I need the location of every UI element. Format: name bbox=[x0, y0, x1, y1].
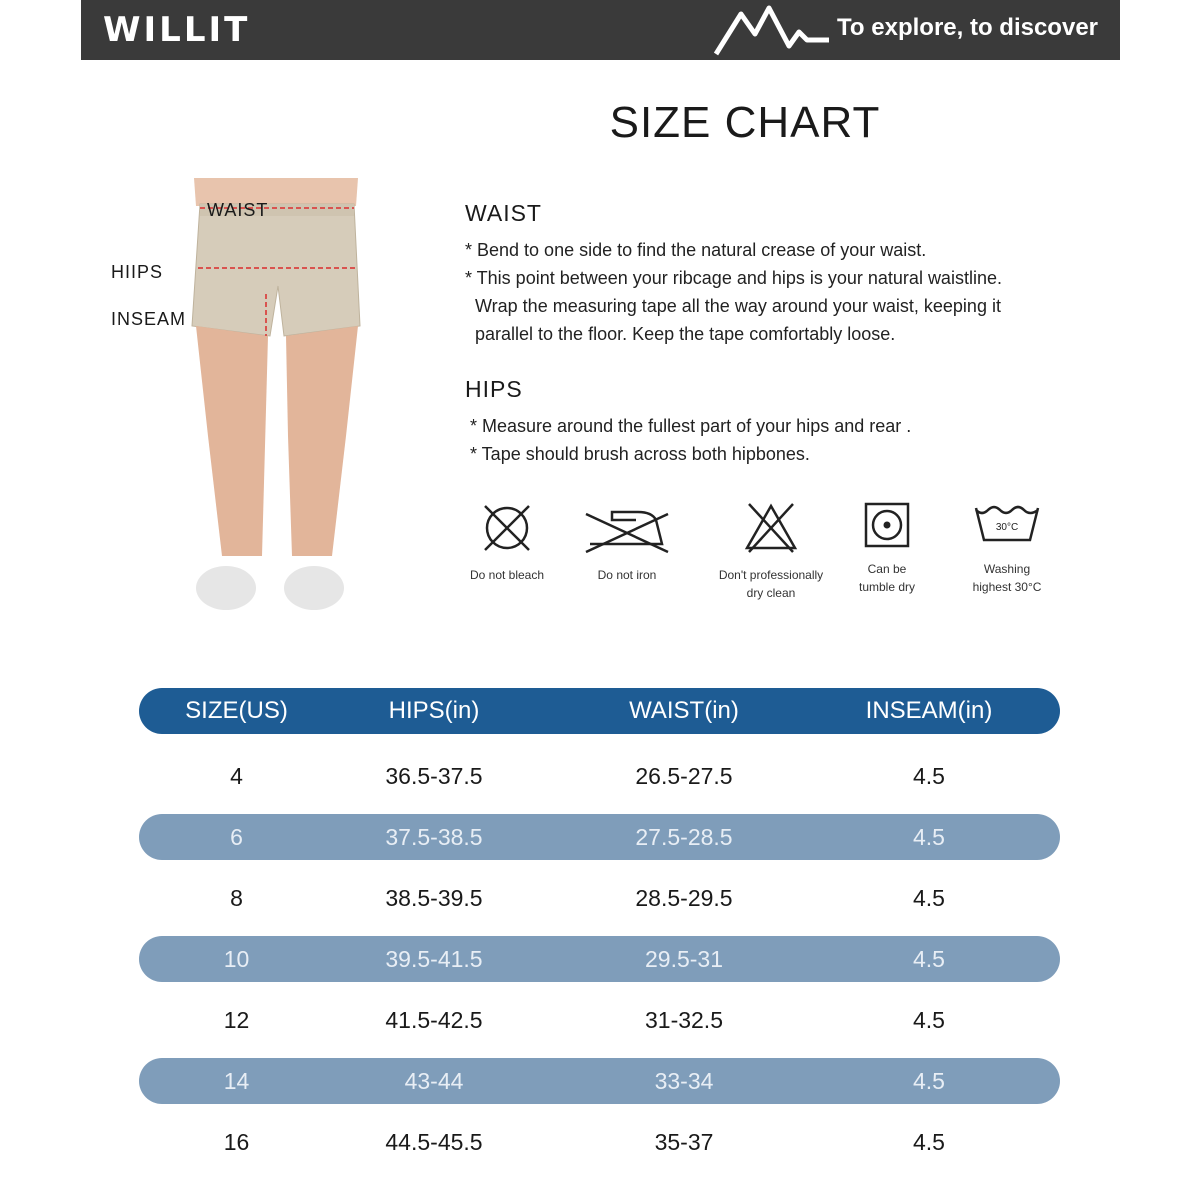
model-shorts-illustration bbox=[186, 176, 366, 616]
table-cell: 10 bbox=[223, 945, 250, 972]
table-cell: 44.5-45.5 bbox=[385, 1128, 483, 1155]
table-header-cell: INSEAM(in) bbox=[865, 697, 993, 724]
model-label-waist: WAIST bbox=[207, 200, 269, 220]
brand-logo: WILLIT bbox=[103, 10, 251, 50]
table-row bbox=[139, 936, 1060, 982]
table-cell: 29.5-31 bbox=[644, 945, 723, 972]
tumble-dry-icon bbox=[862, 500, 912, 550]
table-cell: 37.5-38.5 bbox=[385, 823, 483, 850]
care-label: Do not bleach bbox=[469, 568, 545, 582]
table-row bbox=[139, 1119, 1060, 1165]
table-cell: 33-34 bbox=[654, 1067, 714, 1094]
table-cell: 4.5 bbox=[913, 1006, 945, 1033]
care-no-bleach bbox=[442, 500, 572, 584]
table-cell: 4 bbox=[230, 762, 243, 789]
hips-section-title: HIPS bbox=[465, 376, 523, 402]
table-cell: 38.5-39.5 bbox=[385, 884, 483, 911]
header-bar bbox=[81, 0, 1120, 60]
model-label-inseam: INSEAM bbox=[111, 309, 187, 329]
table-cell: 31-32.5 bbox=[644, 1006, 723, 1033]
table-cell: 4.5 bbox=[913, 1128, 945, 1155]
page-title: SIZE CHART bbox=[609, 98, 881, 147]
table-cell: 4.5 bbox=[913, 1067, 945, 1094]
care-no-dry-clean bbox=[706, 500, 836, 602]
table-header-cell: SIZE(US) bbox=[185, 697, 288, 724]
mountain-logo-icon bbox=[711, 2, 831, 58]
care-tumble-dry bbox=[822, 500, 952, 596]
table-cell: 39.5-41.5 bbox=[385, 945, 483, 972]
table-cell: 8 bbox=[230, 884, 243, 911]
care-label: Do not iron bbox=[597, 568, 657, 582]
care-label: Washing highest 30°C bbox=[972, 562, 1042, 594]
care-wash-30 bbox=[942, 500, 1072, 596]
no-iron-icon bbox=[584, 500, 670, 556]
table-header-row bbox=[139, 688, 1060, 734]
model-label-hips: HIIPS bbox=[111, 262, 164, 282]
waist-line-4: parallel to the floor. Keep the tape comfortably loose. bbox=[475, 324, 896, 344]
no-dry-clean-icon bbox=[743, 500, 799, 556]
table-cell: 12 bbox=[223, 1006, 250, 1033]
table-cell: 14 bbox=[223, 1067, 250, 1094]
wash-30-icon bbox=[972, 500, 1042, 550]
table-cell: 4.5 bbox=[913, 823, 945, 850]
wash-temp-text: 30°C bbox=[995, 522, 1019, 533]
table-cell: 4.5 bbox=[913, 762, 945, 789]
waist-line-2: * This point between your ribcage and hips is your natural waistline. bbox=[465, 268, 1002, 288]
waist-line-3: Wrap the measuring tape all the way around your waist, keeping it bbox=[475, 296, 1001, 316]
table-row bbox=[139, 997, 1060, 1043]
waist-line-1: * Bend to one side to find the natural crease of your waist. bbox=[465, 240, 927, 260]
care-label: Can be tumble dry bbox=[858, 562, 916, 594]
waist-section-title: WAIST bbox=[465, 200, 542, 226]
hips-line-2: * Tape should brush across both hipbones. bbox=[470, 444, 810, 464]
table-row bbox=[139, 753, 1060, 799]
table-header-cell: HIPS(in) bbox=[388, 697, 480, 724]
table-cell: 16 bbox=[223, 1128, 250, 1155]
care-label: Don't professionally dry clean bbox=[718, 568, 824, 600]
no-bleach-icon bbox=[479, 500, 535, 556]
table-header-cell: WAIST(in) bbox=[629, 697, 739, 724]
table-cell: 6 bbox=[230, 823, 243, 850]
table-cell: 41.5-42.5 bbox=[385, 1006, 483, 1033]
table-cell: 35-37 bbox=[654, 1128, 714, 1155]
table-cell: 27.5-28.5 bbox=[635, 823, 733, 850]
table-cell: 28.5-29.5 bbox=[635, 884, 733, 911]
table-cell: 36.5-37.5 bbox=[385, 762, 483, 789]
table-cell: 26.5-27.5 bbox=[635, 762, 733, 789]
table-row bbox=[139, 814, 1060, 860]
table-cell: 4.5 bbox=[913, 884, 945, 911]
table-row bbox=[139, 1058, 1060, 1104]
care-no-iron bbox=[562, 500, 692, 584]
hips-line-1: * Measure around the fullest part of your hips and rear . bbox=[470, 416, 912, 436]
tagline: To explore, to discover bbox=[837, 14, 1098, 41]
table-row bbox=[139, 875, 1060, 921]
table-cell: 43-44 bbox=[404, 1067, 464, 1094]
table-cell: 4.5 bbox=[913, 945, 945, 972]
